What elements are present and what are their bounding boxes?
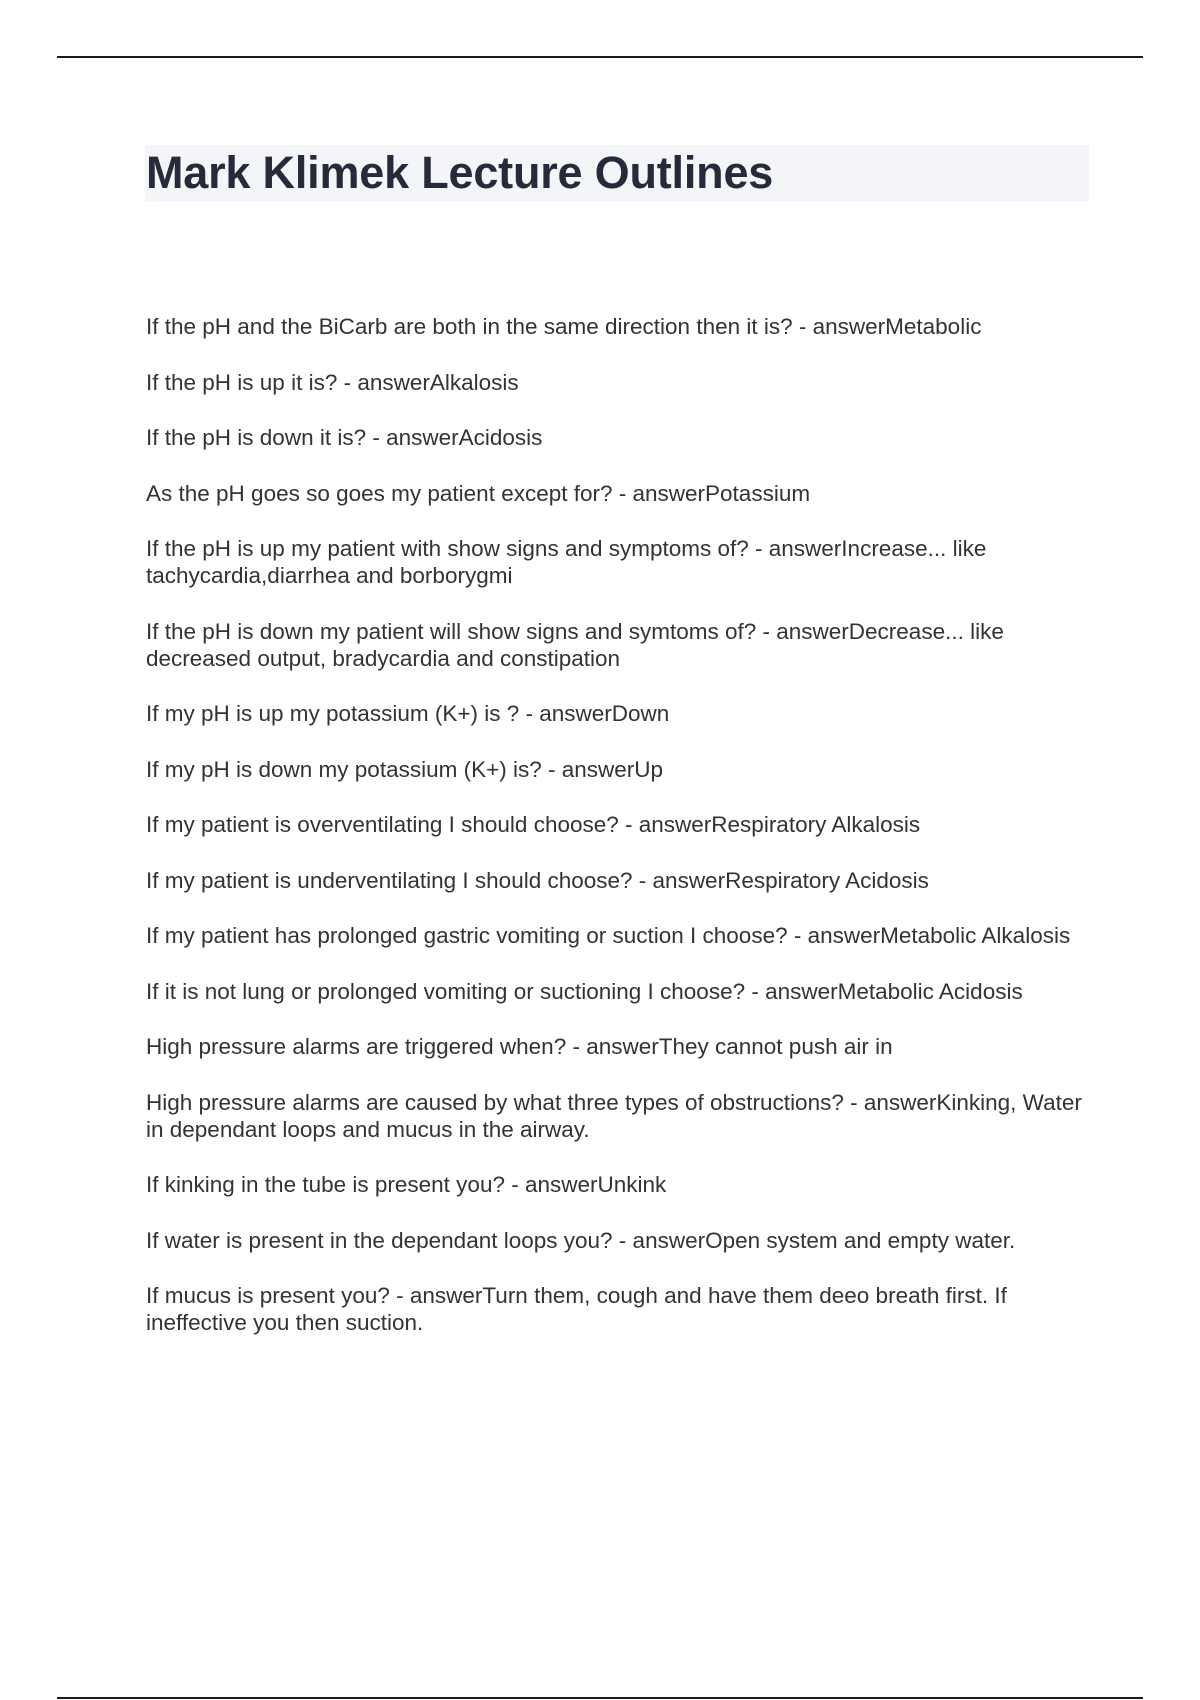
question-answer-list xyxy=(146,313,1096,1365)
qa-item: If water is present in the dependant loops you? - answerOpen system and empty water. xyxy=(146,1227,1016,1253)
qa-item: If the pH is up it is? - answerAlkalosis xyxy=(146,369,519,395)
qa-item: As the pH goes so goes my patient except for? - answerPotassium xyxy=(146,480,811,506)
qa-item: If the pH is down my patient will show signs and symtoms of? - answerDecrease... like decreased output, bradycardia and constipation xyxy=(146,618,1004,671)
qa-item: If the pH and the BiCarb are both in the same direction then it is? - answerMetabolic xyxy=(146,314,982,339)
bottom-divider xyxy=(57,1697,1143,1699)
qa-item: If my pH is up my potassium (K+) is ? - answerDown xyxy=(146,701,670,726)
qa-item: If mucus is present you? - answerTurn them, cough and have them deeo breath first. If ineffective you then suction. xyxy=(146,1283,1007,1335)
qa-item: If my patient is underventilating I should choose? - answerRespiratory Acidosis xyxy=(146,867,929,893)
qa-item: If kinking in the tube is present you? - answerUnkink xyxy=(146,1172,667,1197)
qa-item: High pressure alarms are caused by what three types of obstructions? - answerKinking, Water in dependant loops and mucus in the airway. xyxy=(146,1089,1082,1142)
qa-item: If my patient has prolonged gastric vomiting or suction I choose? - answerMetabolic Alkalosis xyxy=(146,923,1071,948)
qa-item: High pressure alarms are triggered when? - answerThey cannot push air in xyxy=(146,1034,893,1059)
qa-item: If the pH is down it is? - answerAcidosis xyxy=(146,425,543,450)
qa-item: If it is not lung or prolonged vomiting or suctioning I choose? - answerMetabolic Acidosis xyxy=(146,978,1023,1004)
qa-item: If my pH is down my potassium (K+) is? - answerUp xyxy=(146,756,664,782)
page-title: Mark Klimek Lecture Outlines xyxy=(146,147,774,198)
qa-item: If the pH is up my patient with show signs and symptoms of? - answerIncrease... like tachycardia,diarrhea and borborygmi xyxy=(146,536,987,588)
top-divider xyxy=(57,56,1143,58)
qa-item: If my patient is overventilating I should choose? - answerRespiratory Alkalosis xyxy=(146,812,921,837)
